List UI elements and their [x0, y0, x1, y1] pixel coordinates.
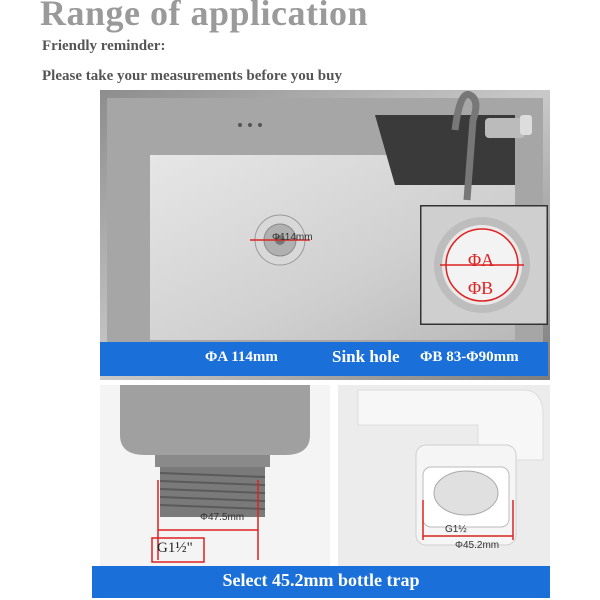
- hole-b-label: ΦB: [468, 278, 494, 298]
- trap-diameter-label: Φ45.2mm: [455, 540, 500, 551]
- thread-diameter-label: Φ47.5mm: [200, 512, 245, 523]
- reminder-label: Friendly reminder:: [42, 38, 166, 54]
- soap-dispenser: [520, 115, 532, 135]
- bottle-trap-photo: [338, 385, 550, 567]
- hole-a-spec: ΦA 114mm: [205, 349, 278, 365]
- sink-hole-text: Sink hole: [332, 347, 400, 366]
- hole-a-label: ΦA: [468, 250, 495, 270]
- hole-b-spec: ΦB 83-Φ90mm: [420, 349, 519, 365]
- measure-note: Please take your measurements before you buy: [42, 68, 342, 84]
- drain-body: [120, 385, 310, 455]
- page-title: Range of application: [40, 0, 369, 33]
- faucet-base: [485, 118, 525, 138]
- drain-thread-photo: [100, 385, 330, 567]
- trap-size-label: G1½: [445, 524, 467, 535]
- drain-diameter-label: Φ114mm: [272, 232, 313, 243]
- thread-size-label: G1½": [157, 540, 193, 556]
- trap-selection-text: Select 45.2mm bottle trap: [222, 570, 420, 590]
